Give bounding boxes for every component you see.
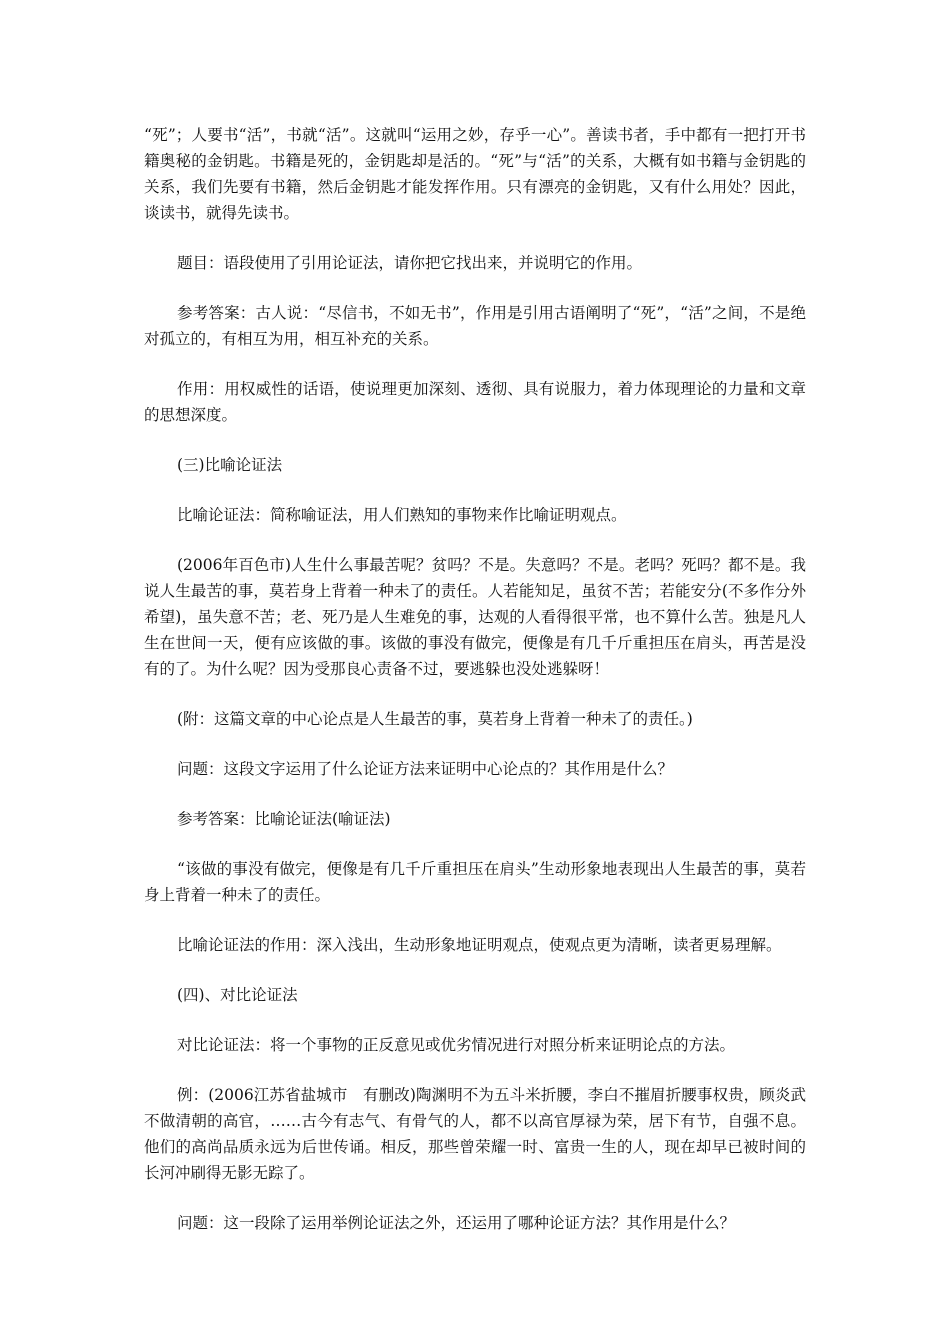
section-heading-metaphor: (三)比喻论证法: [177, 456, 283, 474]
definition-metaphor: 比喻论证法：简称喻证法，用人们熟知的事物来作比喻证明观点。: [177, 506, 627, 524]
document-page: [144, 122, 806, 1260]
definition-contrast: 对比论证法：将一个事物的正反意见或优劣情况进行对照分析来证明论点的方法。: [177, 1036, 736, 1054]
question-citation: 题目：语段使用了引用论证法，请你把它找出来，并说明它的作用。: [177, 254, 643, 272]
answer-metaphor: 参考答案：比喻论证法(喻证法): [177, 810, 391, 828]
answer-metaphor-explanation: “该做的事没有做完，便像是有几千斤重担压在肩头”生动形象地表现出人生最苦的事，莫若身上背着一种未了的责任。: [144, 860, 806, 904]
note-central-argument: (附：这篇文章的中心论点是人生最苦的事，莫若身上背着一种未了的责任。): [177, 710, 693, 728]
section-heading-contrast: (四)、对比论证法: [177, 986, 298, 1004]
effect-metaphor: 比喻论证法的作用：深入浅出，生动形象地证明观点，使观点更为清晰，读者更易理解。: [177, 936, 782, 954]
answer-citation: 参考答案：古人说：“尽信书，不如无书”，作用是引用古语阐明了“死”，“活”之间，不是绝对孤立的，有相互为用，相互补充的关系。: [144, 304, 806, 348]
effect-citation: 作用：用权威性的话语，使说理更加深刻、透彻、具有说服力，着力体现理论的力量和文章的思想深度。: [144, 380, 806, 424]
example-passage-life: (2006年百色市)人生什么事最苦呢？贫吗？不是。失意吗？不是。老吗？死吗？都不是。我说人生最苦的事，莫若身上背着一种未了的责任。人若能知足，虽贫不苦；若能安分(不多作分外希望)，虽失意不苦；老、死乃是人生难免的事，达观的人看得很平常，也不算什么苦。独是凡人生在世间一天，便有应该做的事。该做的事没有做完，便像是有几千斤重担压在肩头，再苦是没有的了。为什么呢？因为受那良心责备不过，要逃躲也没处逃躲呀！: [144, 556, 806, 678]
example-passage-contrast: 例：(2006江苏省盐城市 有删改)陶渊明不为五斗米折腰，李白不摧眉折腰事权贵，顾炎武不做清朝的高官，……古今有志气、有骨气的人，都不以高官厚禄为荣，居下有节，自强不息。他们的高尚品质永远为后世传诵。相反，那些曾荣耀一时、富贵一生的人，现在却早已被时间的长河冲刷得无影无踪了。: [144, 1086, 806, 1182]
paragraph-continued-text: “死”；人要书“活”，书就“活”。这就叫“运用之妙，存乎一心”。善读书者，手中都有一把打开书籍奥秘的金钥匙。书籍是死的，金钥匙却是活的。“死”与“活”的关系，大概有如书籍与金钥匙的关系，我们先要有书籍，然后金钥匙才能发挥作用。只有漂亮的金钥匙，又有什么用处？因此，谈读书，就得先读书。: [144, 126, 806, 222]
question-metaphor: 问题：这段文字运用了什么论证方法来证明中心论点的？其作用是什么？: [177, 760, 674, 778]
question-contrast: 问题：这一段除了运用举例论证法之外，还运用了哪种论证方法？其作用是什么？: [177, 1214, 736, 1232]
